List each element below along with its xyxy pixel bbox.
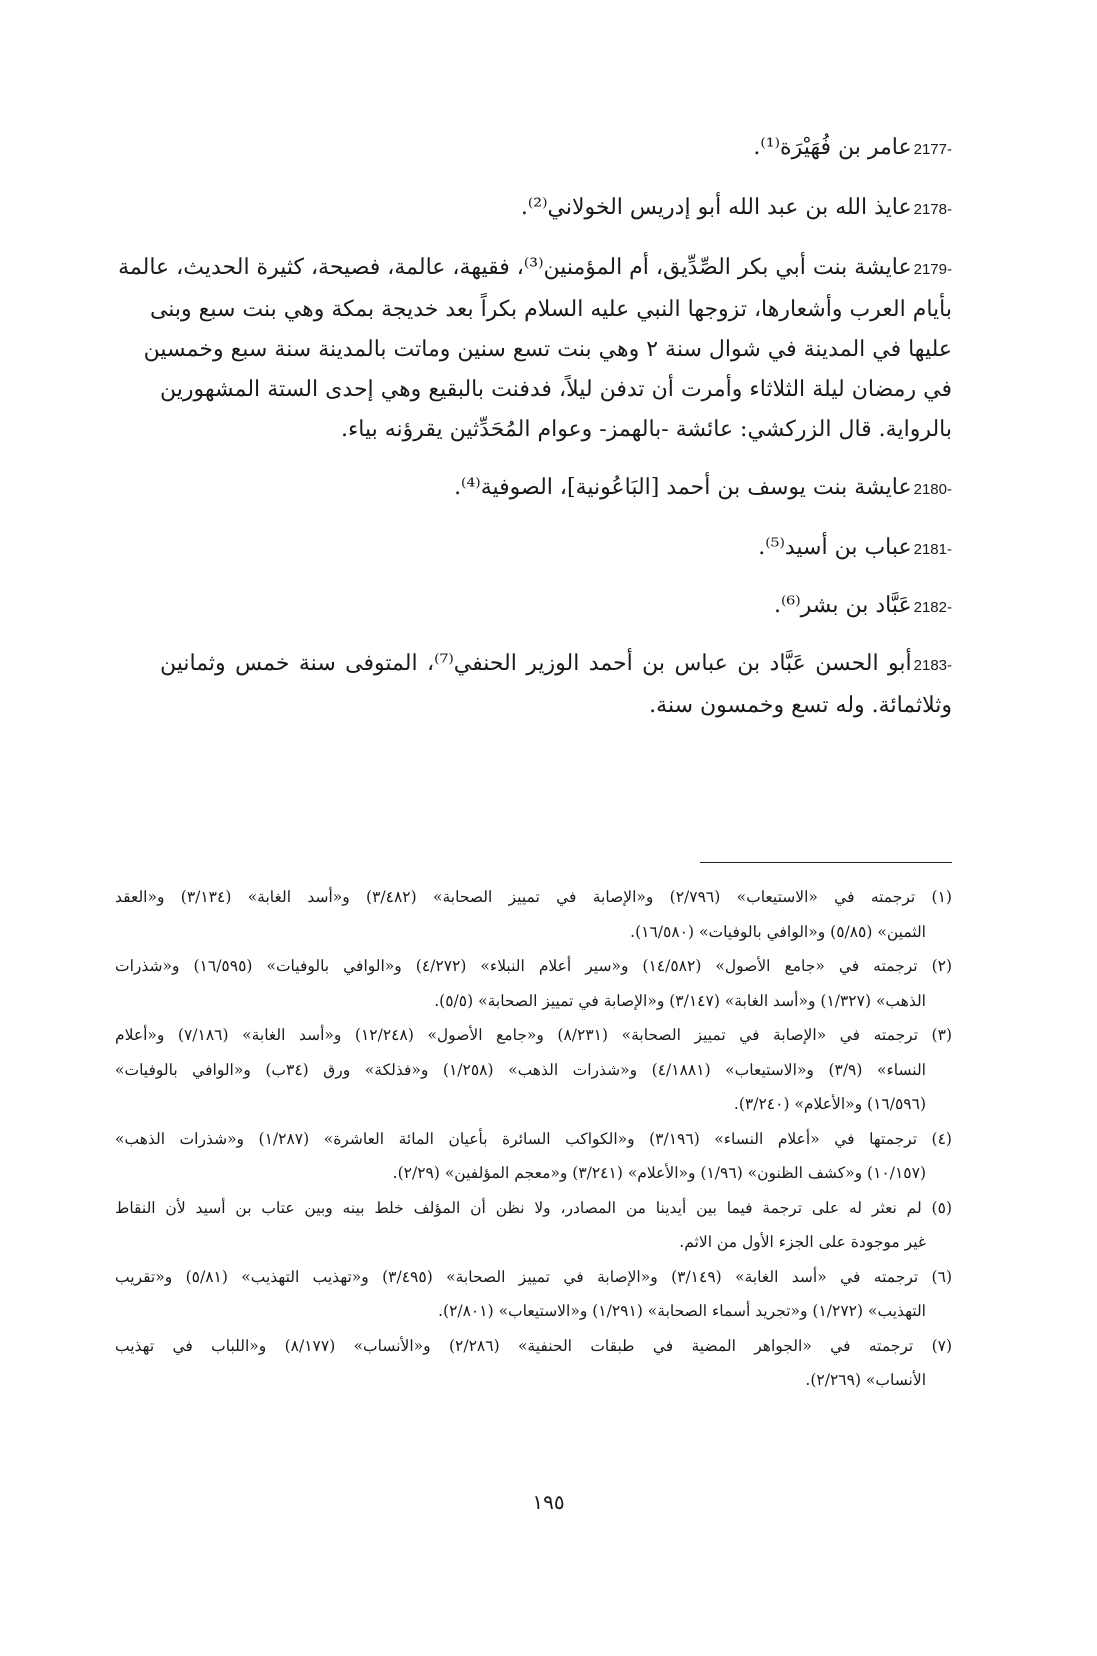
entry-number: 2183- bbox=[913, 657, 953, 674]
footnote-line: (١٠/١٥٧) و«كشف الظنون» (١/٩٦) و«الأعلام» (٣/٢٤١) و«معجم المؤلفين» (٢/٢٩). bbox=[392, 1164, 926, 1182]
entry-line bbox=[160, 128, 952, 170]
entry-number: 2178- bbox=[913, 201, 952, 218]
entry-text: عَبَّاد بن بشر⁽⁶⁾. bbox=[773, 593, 912, 618]
entry-2180 bbox=[160, 468, 952, 510]
entry-line bbox=[160, 468, 952, 510]
entry-line: في رمضان ليلة الثلاثاء وأمرت أن تدفن ليلاً، فدفنت بالبقيع وهي إحدى الستة المشهورين bbox=[160, 377, 953, 402]
footnote-line: (٦) ترجمته في «أسد الغابة» (٣/١٤٩) و«الإصابة في تمييز الصحابة» (٣/٤٩٥) و«تهذيب التهذيب» (٥/٨١) و«تقريب bbox=[115, 1267, 952, 1286]
entry-text: عايذ الله بن عبد الله أبو إدريس الخولاني⁽²⁾. bbox=[520, 195, 912, 220]
entry-line bbox=[160, 528, 952, 570]
footnote-5 bbox=[115, 1191, 952, 1260]
footnote-2 bbox=[115, 949, 952, 1018]
entry-line: بالرواية. قال الزركشي: عائشة -بالهمز- وعوام المُحَدِّثين يقرؤنه بياء. bbox=[340, 417, 952, 442]
footnote-line: (١) ترجمته في «الاستيعاب» (٢/٧٩٦) و«الإصابة في تمييز الصحابة» (٣/٤٨٢) و«أسد الغابة» (٣/١٣٤) و«العقد bbox=[115, 888, 952, 906]
entry-line: وثلاثمائة. وله تسع وخمسون سنة. bbox=[649, 693, 952, 718]
entry-line bbox=[160, 644, 952, 686]
entry-number: 2182- bbox=[913, 599, 952, 616]
footnote-line: الذهب» (١/٣٢٧) و«أسد الغابة» (٣/١٤٧) و«الإصابة في تمييز الصحابة» (٥/٥). bbox=[434, 991, 926, 1010]
footnote-line: النساء» (٣/٩) و«الاستيعاب» (٤/١٨٨١) و«شذرات الذهب» (١/٢٥٨) و«فذلكة» ورق (٣٤ب) و«الوافي بالوفيات» bbox=[115, 1060, 926, 1079]
entry-2182 bbox=[160, 586, 952, 628]
entry-text: عايشة بنت أبي بكر الصِّدِّيق، أم المؤمنين⁽³⁾، فقيهة، عالمة، فصيحة، كثيرة الحديث، عالمة bbox=[118, 255, 912, 280]
footnote-1 bbox=[115, 880, 952, 949]
footnote-4 bbox=[115, 1122, 952, 1191]
entry-text: أبو الحسن عَبَّاد بن عباس بن أحمد الوزير الحنفي⁽⁷⁾، المتوفى سنة خمس وثمانين bbox=[160, 651, 912, 676]
footnote-line: غير موجودة على الجزء الأول من الاثم. bbox=[679, 1233, 926, 1251]
entry-2179 bbox=[118, 248, 953, 450]
entry-text: عايشة بنت يوسف بن أحمد [البَاعُونية]، الصوفية⁽⁴⁾. bbox=[454, 475, 912, 500]
footnote-line: (١٦/٥٩٦) و«الأعلام» (٣/٢٤٠). bbox=[733, 1095, 926, 1113]
main-text bbox=[118, 128, 953, 742]
footnote-3 bbox=[115, 1018, 952, 1122]
entry-line bbox=[160, 188, 952, 230]
entry-text: عباب بن أسيد⁽⁵⁾. bbox=[758, 535, 912, 560]
footnote-separator bbox=[700, 862, 952, 863]
entry-number: 2181- bbox=[913, 541, 952, 558]
footnote-line: (٧) ترجمته في «الجواهر المضية في طبقات الحنفية» (٢/٢٨٦) و«الأنساب» (٨/١٧٧) و«اللباب في تهذيب bbox=[115, 1336, 953, 1355]
footnote-line: التهذيب» (١/٢٧٢) و«تجريد أسماء الصحابة» (١/٢٩١) و«الاستيعاب» (٢/٨٠١). bbox=[438, 1302, 926, 1320]
entry-number: 2179- bbox=[913, 261, 952, 278]
footnote-7 bbox=[115, 1329, 952, 1398]
footnote-line: الثمين» (٥/٨٥) و«الوافي بالوفيات» (١٦/٥٨٠). bbox=[630, 922, 926, 941]
entry-2181 bbox=[160, 528, 952, 570]
entry-line bbox=[118, 248, 952, 290]
entry-number: 2180- bbox=[913, 481, 952, 498]
entry-line: بأيام العرب وأشعارها، تزوجها النبي عليه السلام بكراً بعد خديجة بمكة وهي بنت سبع وبنى bbox=[149, 297, 952, 322]
entry-number: 2177- bbox=[913, 141, 952, 158]
footnote-line: (٣) ترجمته في «الإصابة في تمييز الصحابة» (٨/٢٣١) و«جامع الأصول» (١٢/٢٤٨) و«أسد الغابة» (٧/١٨٦) و«أعلام bbox=[115, 1026, 952, 1044]
entry-line: عليها في المدينة في شوال سنة ٢ وهي بنت تسع سنين وماتت بالمدينة سنة سبع وخمسين bbox=[143, 337, 952, 362]
entry-line bbox=[160, 586, 952, 628]
entry-2177 bbox=[160, 128, 952, 170]
page-number: ١٩٥ bbox=[532, 1490, 565, 1514]
footnote-line: الأنساب» (٢/٢٦٩). bbox=[805, 1371, 926, 1389]
entry-text: عامر بن فُهَيْرَة⁽¹⁾. bbox=[753, 135, 912, 160]
footnote-6 bbox=[115, 1260, 952, 1329]
footnote-line: (٥) لم نعثر له على ترجمة فيما بين أيدينا من المصادر، ولا نظن أن المؤلف خلط بينه وبين عتاب بن أسيد لأن النقاط bbox=[115, 1198, 952, 1217]
footnote-line: (٤) ترجمتها في «أعلام النساء» (٣/١٩٦) و«الكواكب السائرة بأعيان المائة العاشرة» (١/٢٨٧) و«شذرات الذهب» bbox=[115, 1129, 952, 1148]
footnotes bbox=[115, 880, 952, 1398]
entry-2178 bbox=[160, 188, 952, 230]
entry-2183 bbox=[160, 644, 952, 726]
footnote-line: (٢) ترجمته في «جامع الأصول» (١٤/٥٨٢) و«سير أعلام النبلاء» (٤/٢٧٢) و«الوافي بالوفيات» (١٦/٥٩٥) و«شذرات bbox=[115, 957, 953, 975]
